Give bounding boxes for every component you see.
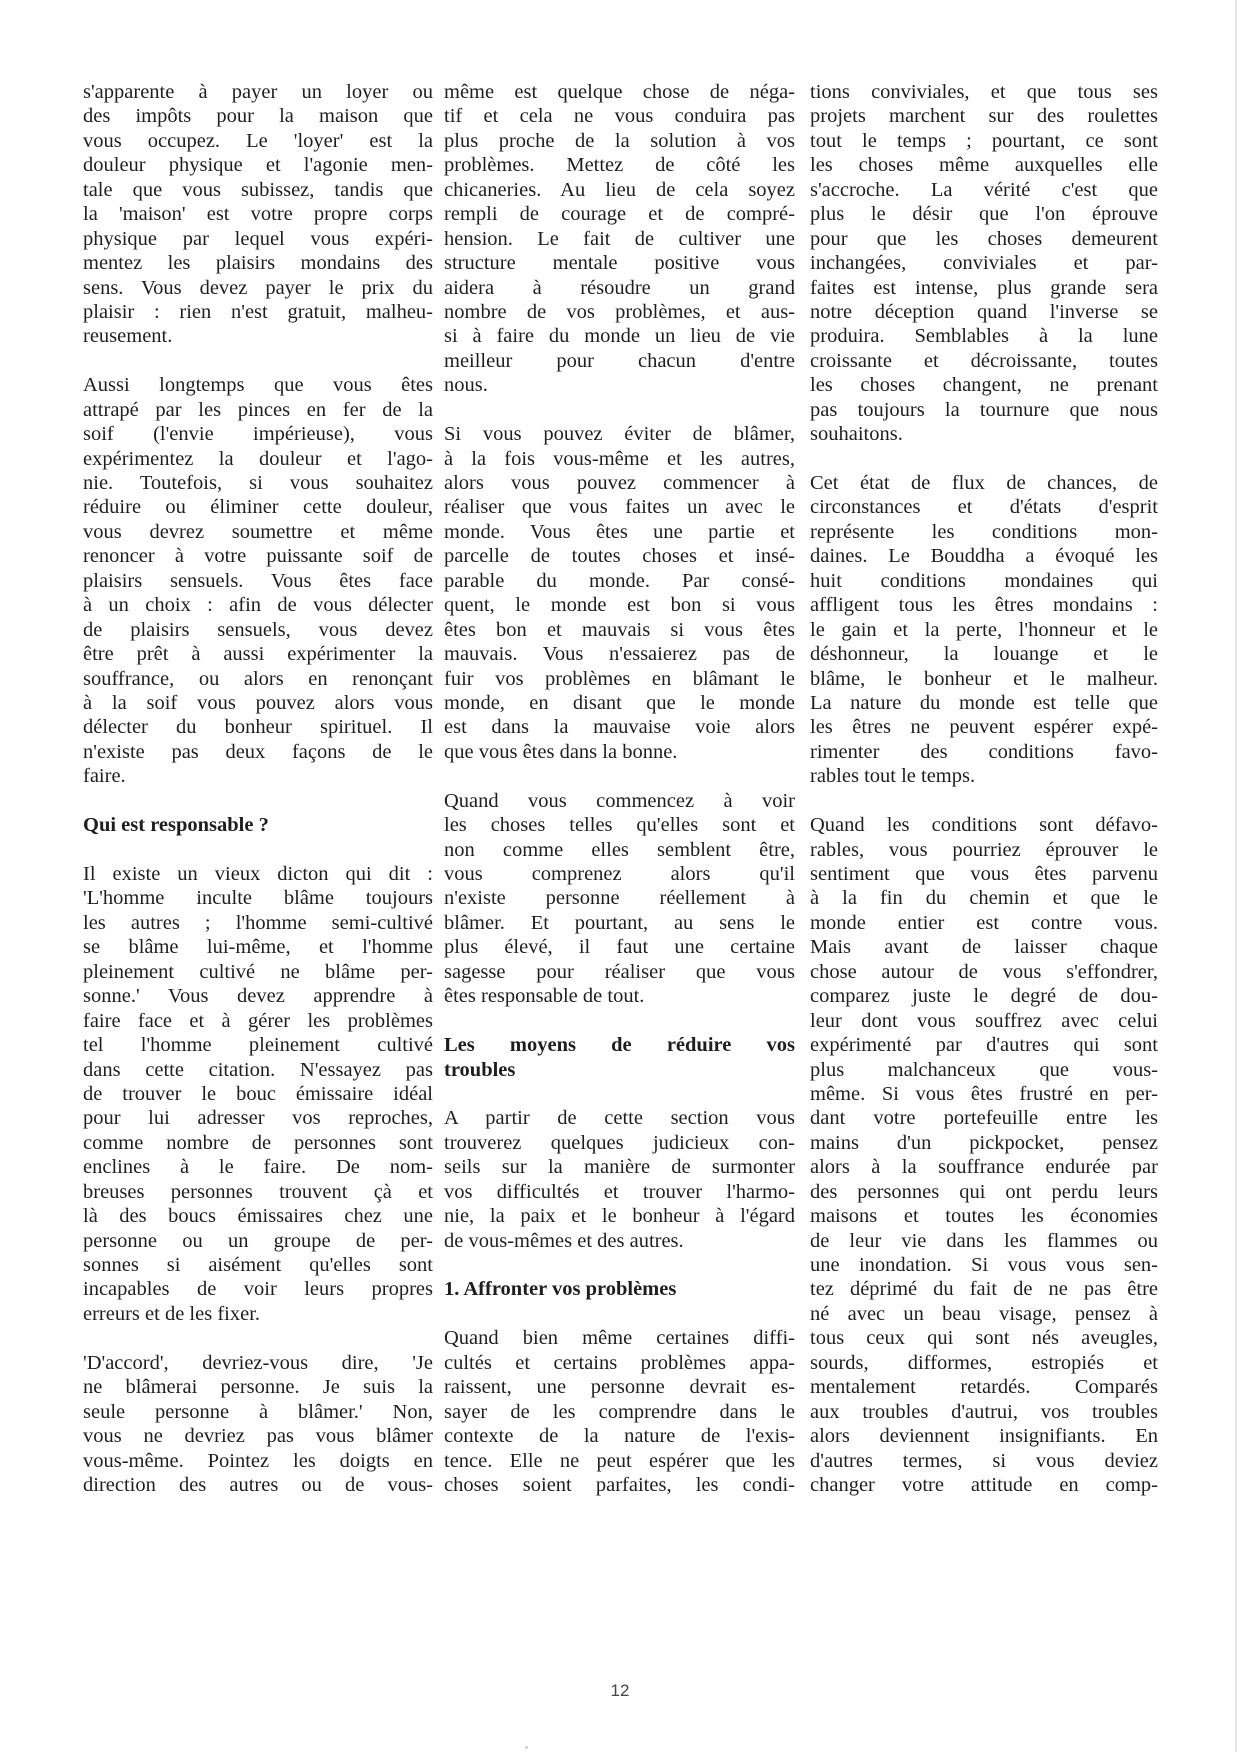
text-line: sentiment que vous êtes parvenu [810, 863, 1158, 885]
text-line: s'apparente à payer un loyer ou [83, 81, 433, 103]
text-column-1 [83, 80, 433, 1497]
text-line: huit conditions mondaines qui [810, 569, 1158, 592]
text-line: Quand les conditions sont défavo- [810, 814, 1158, 837]
paragraph [810, 471, 1158, 789]
text-line: leur dont vous souffrez avec celui [810, 1009, 1158, 1032]
text-line: mentez les plaisirs mondains des [83, 252, 433, 275]
text-line: mains d'un pickpocket, pensez [810, 1131, 1158, 1154]
text-line: physique par lequel vous expéri- [83, 227, 433, 250]
text-line: Aussi longtemps que vous êtes [83, 374, 433, 397]
scan-speck [525, 1746, 528, 1749]
page-number: 12 [610, 1681, 630, 1700]
text-line: nombre de vos problèmes, et aus- [444, 300, 795, 323]
paragraph-gap [83, 349, 433, 373]
text-line: êtes bon et mauvais si vous êtes [444, 618, 795, 641]
paragraph-gap [810, 789, 1158, 813]
text-line: pour que les choses demeurent [810, 227, 1158, 250]
text-line: comparez juste le degré de dou- [810, 985, 1158, 1008]
text-line: ne blâmerai personne. Je suis la [83, 1376, 433, 1399]
text-line: 'L'homme inculte blâme toujours [83, 887, 433, 910]
text-line: comme nombre de personnes sont [83, 1131, 433, 1154]
text-line: pour lui adresser vos reproches, [83, 1107, 433, 1130]
text-line: expérimentez la douleur et l'ago- [83, 447, 433, 470]
text-line: dant votre portefeuille entre les [810, 1107, 1158, 1130]
text-line: meilleur pour chacun d'entre [444, 349, 795, 372]
text-line: tence. Elle ne peut espérer que les [444, 1449, 795, 1472]
text-line: incapables de voir leurs propres [83, 1278, 433, 1301]
text-line: parable du monde. Par consé- [444, 569, 795, 592]
text-line: délecter du bonheur spirituel. Il [83, 716, 433, 739]
text-line: A partir de cette section vous [444, 1107, 795, 1130]
text-line: raissent, une personne devrait es- [444, 1376, 795, 1399]
text-line: pleinement cultivé ne blâme per- [83, 960, 433, 983]
text-line: plus proche de la solution à vos [444, 129, 795, 152]
text-line: d'autres termes, si vous deviez [810, 1449, 1158, 1472]
text-line: tif et cela ne vous conduira pas [444, 105, 795, 128]
text-line: de trouver le bouc émissaire idéal [83, 1082, 433, 1105]
paragraph-gap [444, 764, 795, 788]
text-line: plaisirs sensuels. Vous êtes face [83, 569, 433, 592]
paragraph [444, 1106, 795, 1253]
text-line: alors vous pouvez commencer à [444, 472, 795, 494]
section-heading [444, 1277, 795, 1301]
text-line: tout le temps ; pourtant, ce sont [810, 129, 1158, 152]
text-line: déshonneur, la louange et le [810, 643, 1158, 666]
text-line: attrapé par les pinces en fer de la [83, 398, 433, 421]
text-line: Quand vous commencez à voir [444, 789, 795, 812]
text-line: trouverez quelques judicieux con- [444, 1131, 795, 1154]
text-line: né avec un beau visage, pensez à [810, 1302, 1158, 1325]
text-line: croissante et décroissante, toutes [810, 349, 1158, 372]
paragraph-gap [444, 1302, 795, 1326]
text-line: plus malchanceux que vous- [810, 1058, 1158, 1081]
text-line: alors à la souffrance endurée par [810, 1156, 1158, 1179]
text-line: n'existe personne réellement à [444, 887, 795, 910]
text-line: à la fin du chemin et que le [810, 887, 1158, 910]
text-line: aux troubles d'autrui, vos troubles [810, 1400, 1158, 1423]
text-line: nie. Toutefois, si vous souhaitez [83, 472, 433, 494]
text-line: nous. [444, 374, 488, 397]
text-line: rables, vous pourriez éprouver le [810, 838, 1158, 861]
text-line: être prêt à aussi expérimenter la [83, 643, 433, 666]
text-line: maisons et toutes les économies [810, 1205, 1158, 1228]
text-line: sagesse pour réaliser que vous [444, 960, 795, 983]
text-line: est dans la mauvaise voie alors [444, 716, 795, 739]
text-line: erreurs et de les fixer. [83, 1302, 261, 1325]
text-line: faites est intense, plus grande sera [810, 276, 1158, 299]
text-line: êtes responsable de tout. [444, 985, 645, 1008]
text-line: plus le désir que l'on éprouve [810, 203, 1158, 226]
text-line: Il existe un vieux dicton qui dit : [83, 863, 433, 885]
text-line: aidera à résoudre un grand [444, 276, 795, 299]
text-line: dans cette citation. N'essayez pas [83, 1058, 433, 1081]
text-line: personne ou un groupe de per- [83, 1229, 433, 1252]
text-line: daines. Le Bouddha a évoqué les [810, 545, 1158, 568]
text-line: renoncer à votre puissante soif de [83, 545, 433, 568]
text-line: le gain et la perte, l'honneur et le [810, 618, 1158, 641]
paragraph [83, 373, 433, 788]
paragraph-gap [83, 789, 433, 813]
text-line: de leur vie dans les flammes ou [810, 1229, 1158, 1252]
paragraph [83, 80, 433, 349]
text-line: sens. Vous devez payer le prix du [83, 276, 433, 299]
text-line: hension. Le fait de cultiver une [444, 227, 795, 250]
text-line: tez déprimé du fait de ne pas être [810, 1278, 1158, 1301]
text-line: rimenter des conditions favo- [810, 740, 1158, 763]
paragraph [83, 1351, 433, 1498]
text-line: souhaitons. [810, 423, 903, 446]
text-line: n'existe pas deux façons de le [83, 740, 433, 763]
text-line: enclines à le faire. De nom- [83, 1156, 433, 1179]
text-line: vos difficultés et trouver l'harmo- [444, 1180, 795, 1203]
text-line: Mais avant de laisser chaque [810, 936, 1158, 959]
heading-line: troubles [444, 1058, 516, 1081]
paragraph-gap [444, 1009, 795, 1033]
text-column-2 [444, 80, 795, 1497]
text-line: projets marchent sur des roulettes [810, 105, 1158, 128]
text-line: monde, en disant que le monde [444, 691, 795, 714]
text-line: contexte de la nature de l'exis- [444, 1425, 795, 1448]
text-line: mauvais. Vous n'essaierez pas de [444, 643, 795, 666]
text-line: choses soient parfaites, les condi- [444, 1473, 795, 1496]
text-line: chicaneries. Au lieu de cela soyez [444, 178, 795, 201]
text-line: douleur physique et l'agonie men- [83, 154, 433, 177]
text-line: tous ceux qui sont nés aveugles, [810, 1327, 1158, 1350]
text-line: vous devrez soumettre et même [83, 520, 433, 543]
text-line: si à faire du monde un lieu de vie [444, 325, 795, 348]
text-line: structure mentale positive vous [444, 252, 795, 275]
text-line: s'accroche. La vérité c'est que [810, 178, 1158, 201]
text-line: 'D'accord', devriez-vous dire, 'Je [83, 1351, 433, 1374]
heading-line: Qui est responsable ? [83, 814, 269, 837]
text-line: produira. Semblables à la lune [810, 325, 1158, 348]
text-line: la 'maison' est votre propre corps [83, 203, 433, 226]
text-line: pas toujours la tournure que nous [810, 398, 1158, 421]
text-line: tions conviviales, et que tous ses [810, 81, 1158, 103]
paragraph [444, 789, 795, 1009]
heading-line: 1. Affronter vos problèmes [444, 1278, 677, 1301]
paragraph-gap [83, 838, 433, 862]
text-line: Cet état de flux de chances, de [810, 472, 1158, 494]
text-line: mentalement retardés. Comparés [810, 1376, 1158, 1399]
text-line: quent, le monde est bon si vous [444, 594, 795, 617]
text-line: notre déception quand l'inverse se [810, 300, 1158, 323]
text-line: sonnes si aisément qu'elles sont [83, 1254, 433, 1276]
text-line: blâmer. Et pourtant, au sens le [444, 911, 795, 934]
text-line: breuses personnes trouvent çà et [83, 1180, 433, 1203]
paragraph [83, 862, 433, 1326]
text-column-3 [810, 80, 1158, 1497]
text-line: faire. [83, 765, 126, 788]
text-line: réaliser que vous faites un avec le [444, 496, 795, 519]
text-line: blâme, le bonheur et le malheur. [810, 667, 1158, 690]
text-line: seils sur la manière de surmonter [444, 1156, 795, 1179]
text-line: les autres ; l'homme semi-cultivé [83, 911, 433, 934]
text-line: monde entier est contre vous. [810, 911, 1158, 934]
section-heading [83, 813, 433, 837]
section-heading [444, 1033, 795, 1082]
text-line: soif (l'envie impérieuse), vous [83, 423, 433, 446]
paragraph-gap [444, 1253, 795, 1277]
paragraph-gap [83, 1326, 433, 1350]
text-line: là des boucs émissaires chez une [83, 1205, 433, 1228]
text-line: rables tout le temps. [810, 765, 976, 788]
text-line: des impôts pour la maison que [83, 105, 433, 128]
text-line: plaisir : rien n'est gratuit, malheu- [83, 300, 433, 323]
text-line: vous comprenez alors qu'il [444, 863, 795, 885]
text-line: sonne.' Vous devez apprendre à [83, 985, 433, 1008]
text-line: souffrance, ou alors en renonçant [83, 667, 433, 690]
text-line: à la soif vous pouvez alors vous [83, 691, 433, 714]
text-line: tale que vous subissez, tandis que [83, 178, 433, 201]
text-line: La nature du monde est telle que [810, 691, 1158, 714]
text-line: sayer de les comprendre dans le [444, 1400, 795, 1423]
text-line: circonstances et d'états d'esprit [810, 496, 1158, 519]
text-line: reusement. [83, 325, 173, 348]
page-edge [1235, 0, 1237, 1752]
text-line: plus élevé, il faut une certaine [444, 936, 795, 959]
text-line: expérimenté par d'autres qui sont [810, 1034, 1158, 1057]
text-line: sourds, difformes, estropiés et [810, 1351, 1158, 1374]
text-line: les choses telles qu'elles sont et [444, 814, 795, 837]
text-line: parcelle de toutes choses et insé- [444, 545, 795, 568]
text-line: Quand bien même certaines diffi- [444, 1327, 795, 1350]
text-line: se blâme lui-même, et l'homme [83, 936, 433, 959]
paragraph [810, 813, 1158, 1497]
text-line: à un choix : afin de vous délecter [83, 594, 433, 617]
text-line: cultés et certains problèmes appa- [444, 1351, 795, 1374]
text-line: inchangées, conviviales et par- [810, 252, 1158, 275]
text-line: monde. Vous êtes une partie et [444, 520, 795, 543]
text-line: réduire ou éliminer cette douleur, [83, 496, 433, 519]
text-line: les êtres ne peuvent espérer expé- [810, 716, 1158, 739]
text-line: affligent tous les êtres mondains : [810, 594, 1158, 617]
text-line: de plaisirs sensuels, vous devez [83, 618, 433, 641]
paragraph-gap [444, 1082, 795, 1106]
text-line: alors deviennent insignifiants. En [810, 1425, 1158, 1448]
paragraph [444, 80, 795, 398]
heading-line: Les moyens de réduire vos [444, 1034, 795, 1057]
text-line: à la fois vous-même et les autres, [444, 447, 795, 470]
text-line: des personnes qui ont perdu leurs [810, 1180, 1158, 1203]
text-line: les choses même auxquelles elle [810, 154, 1158, 177]
text-line: même est quelque chose de néga- [444, 81, 795, 103]
paragraph-gap [810, 447, 1158, 471]
text-line: rempli de courage et de compré- [444, 203, 795, 226]
text-line: faire face et à gérer les problèmes [83, 1009, 433, 1032]
text-line: non comme elles semblent être, [444, 838, 795, 861]
paragraph [810, 80, 1158, 447]
paragraph [444, 1326, 795, 1497]
paragraph-gap [444, 398, 795, 422]
text-line: les choses changent, ne prenant [810, 374, 1158, 397]
text-line: seule personne à blâmer.' Non, [83, 1400, 433, 1423]
text-line: chose autour de vous s'effondrer, [810, 960, 1158, 983]
paragraph [444, 422, 795, 764]
text-line: tel l'homme pleinement cultivé [83, 1034, 433, 1057]
text-line: direction des autres ou de vous- [83, 1473, 433, 1496]
text-line: représente les conditions mon- [810, 520, 1158, 543]
text-line: problèmes. Mettez de côté les [444, 154, 795, 177]
text-line: de vous-mêmes et des autres. [444, 1229, 684, 1252]
text-line: même. Si vous êtes frustré en per- [810, 1082, 1158, 1105]
text-line: vous occupez. Le 'loyer' est la [83, 129, 433, 152]
text-line: que vous êtes dans la bonne. [444, 740, 678, 763]
text-line: changer votre attitude en comp- [810, 1473, 1158, 1496]
text-line: vous-même. Pointez les doigts en [83, 1449, 433, 1472]
text-line: Si vous pouvez éviter de blâmer, [444, 423, 795, 446]
text-line: fuir vos problèmes en blâmant le [444, 667, 795, 690]
text-line: vous ne devriez pas vous blâmer [83, 1425, 433, 1448]
text-line: une inondation. Si vous vous sen- [810, 1254, 1158, 1276]
text-line: nie, la paix et le bonheur à l'égard [444, 1205, 795, 1228]
